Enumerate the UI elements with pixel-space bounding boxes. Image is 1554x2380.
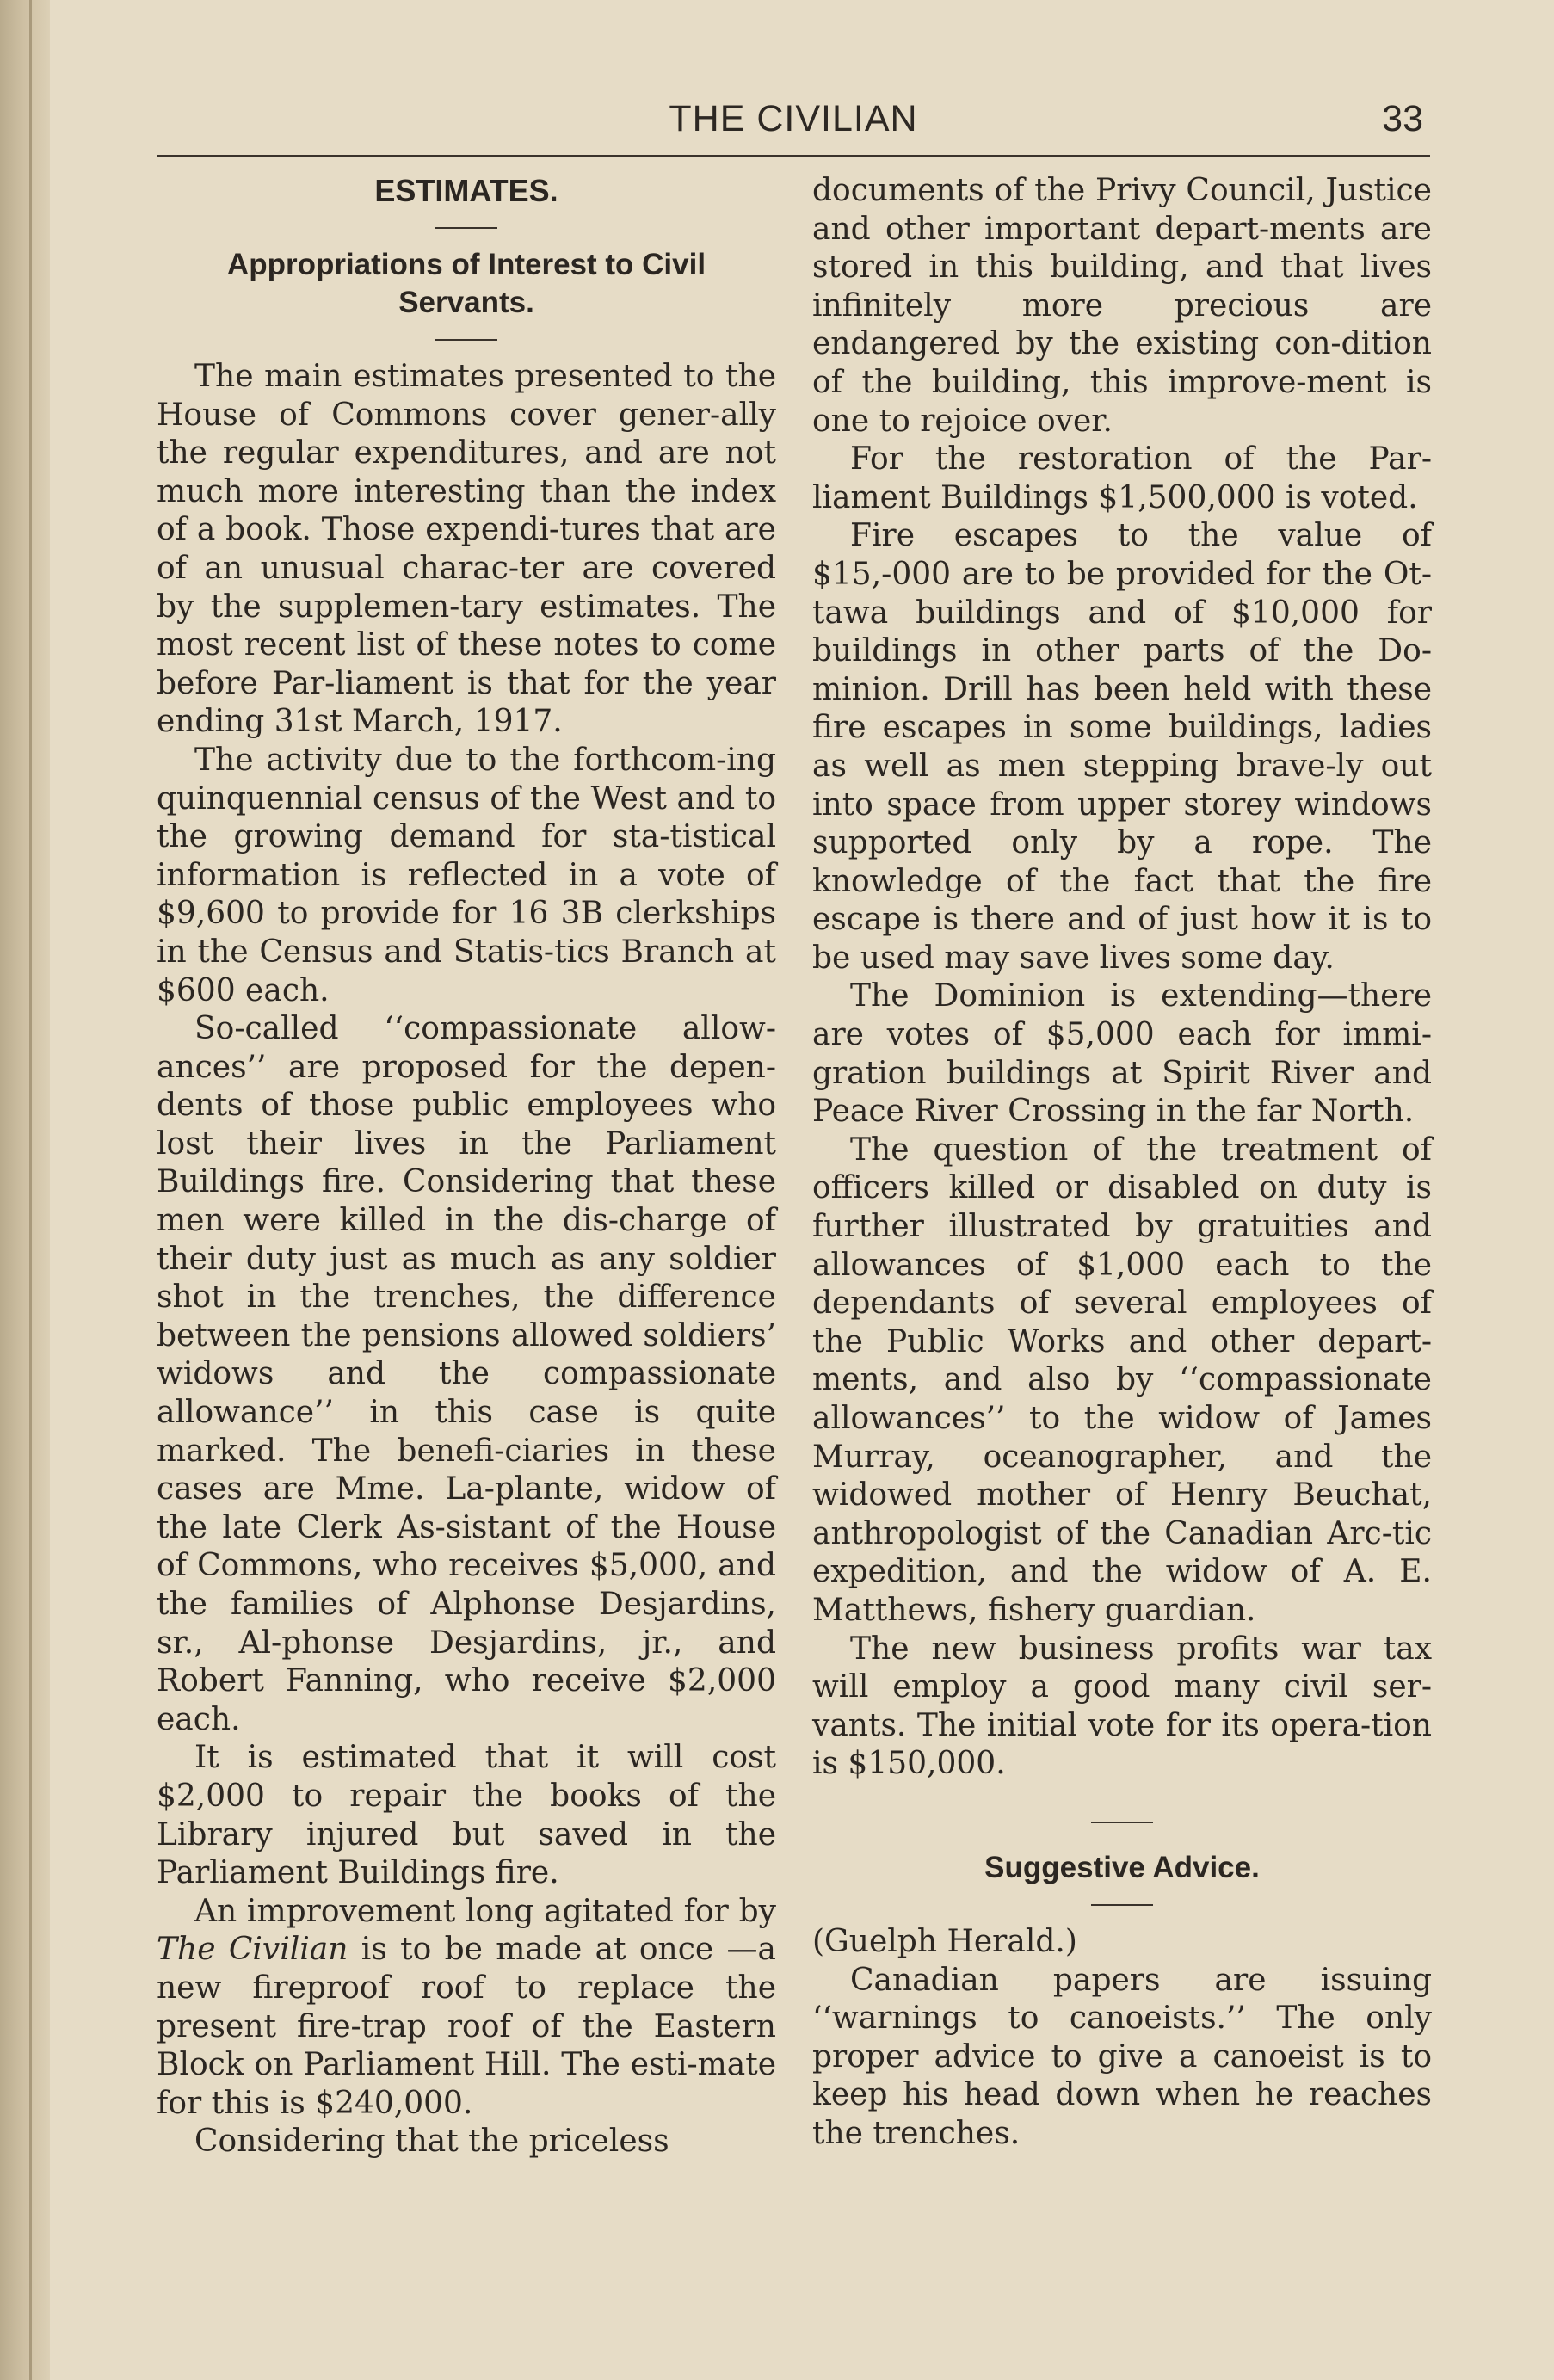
paragraph: The new business profits war tax will employ a good many civil ser-vants. The initial vote for its opera-tion is $150,000. — [812, 1631, 1432, 1782]
magazine-page — [157, 95, 1430, 2332]
separator-rule — [435, 339, 497, 341]
separator-rule — [1091, 1822, 1153, 1823]
paragraph: The main estimates presented to the House of Commons cover gener-ally the regular expenditures, and are not much more interesting than the index of a book. Those expendi-tures that are of an unusual charac-ter are covered by the supplemen-tary estimates. The most recent list of these notes to come before Par-liament is that for the year ending 31st March, 1917. — [157, 359, 776, 740]
left-column — [157, 172, 776, 2161]
right-column — [812, 172, 1432, 2154]
paragraph: The question of the treatment of officers killed or disabled on duty is further illustrated by gratuities and allowances of $1,000 each to the dependants of several employees of the Public Works and other depart-ments, and also by ‘‘compassionate allowances’’ to the widow of James Murray, oceanographer, and the widowed mother of Henry Beuchat, anthropologist of the Canadian Arc-tic expedition, and the widow of A. E. Matthews, fishery guardian. — [812, 1131, 1432, 1628]
text-run: An improvement long agitated for by — [194, 1893, 776, 1929]
source-attribution: (Guelph Herald.) — [812, 1923, 1077, 1959]
separator-rule — [435, 227, 497, 229]
paragraph: documents of the Privy Council, Justice and other important depart-ments are stored in this building, and that lives infinitely more precious are endangered by the existing con-dition of the building, this improve-ment is one to rejoice over. — [812, 173, 1432, 439]
paragraph — [157, 1893, 776, 2124]
book-spine-shadow — [0, 0, 50, 2380]
paragraph: The Dominion is extending—there are votes of $5,000 each for immi-gration buildings at Spirit River and Peace River Crossing in the far North. — [812, 978, 1432, 1130]
publication-name: The Civilian — [157, 1932, 348, 1968]
paragraph: Canadian papers are issuing ‘‘warnings to canoeists.’’ The only proper advice to give a canoeist is to keep his head down when he reaches the trenches. — [812, 1962, 1432, 2151]
article-headline: ESTIMATES. — [374, 173, 558, 208]
journal-title: THE CIVILIAN — [669, 98, 918, 139]
page-number: 33 — [1382, 98, 1423, 139]
running-head — [157, 95, 1430, 157]
article-headline: Suggestive Advice. — [984, 1850, 1260, 1884]
paragraph: So-called ‘‘compassionate allow-ances’’ are proposed for the depen-dents of those public employees who lost their lives in the Parliament Buildings fire. Considering that these men were killed in the dis-charge of their duty just as much as any soldier shot in the trenches, the difference between the pensions allowed soldiers’ widows and the compassionate allowance’’ in this case is quite marked. The benefi-ciaries in these cases are Mme. La-plante, widow of the late Clerk As-sistant of the House of Commons, who receives $5,000, and the families of Alphonse Desjardins, sr., Al-phonse Desjardins, jr., and Robert Fanning, who receive $2,000 each. — [157, 1011, 776, 1737]
paragraph: Fire escapes to the value of $15,-000 are to be provided for the Ot-tawa buildings and of $10,000 for buildings in other parts of the Do-minion. Drill has been held with these fire escapes in some buildings, ladies as well as men stepping brave-ly out into space from upper storey windows supported only by a rope. The knowledge of the fact that the fire escape is there and of just how it is to be used may save lives some day. — [812, 518, 1432, 976]
text-run: is to be made at once —a new fireproof roof to replace the present fire-trap roof of the Eastern Block on Parliament Hill. The esti-mate for this is $240,000. — [157, 1932, 777, 2121]
paragraph: Considering that the priceless — [194, 2124, 669, 2160]
article-subhead: Appropriations of Interest to Civil Servants. — [226, 248, 706, 319]
paragraph: It is estimated that it will cost $2,000 to repair the books of the Library injured but saved in the Parliament Buildings fire. — [157, 1740, 776, 1891]
paragraph: For the restoration of the Par-liament Buildings $1,500,000 is voted. — [812, 441, 1432, 515]
separator-rule — [1091, 1904, 1153, 1906]
binding-edge — [29, 0, 32, 2380]
paragraph: The activity due to the forthcom-ing quinquennial census of the West and to the growing demand for sta-tistical information is reflected in a vote of $9,600 to provide for 16 3B clerkships in the Census and Statis-tics Branch at $600 each. — [157, 742, 776, 1008]
